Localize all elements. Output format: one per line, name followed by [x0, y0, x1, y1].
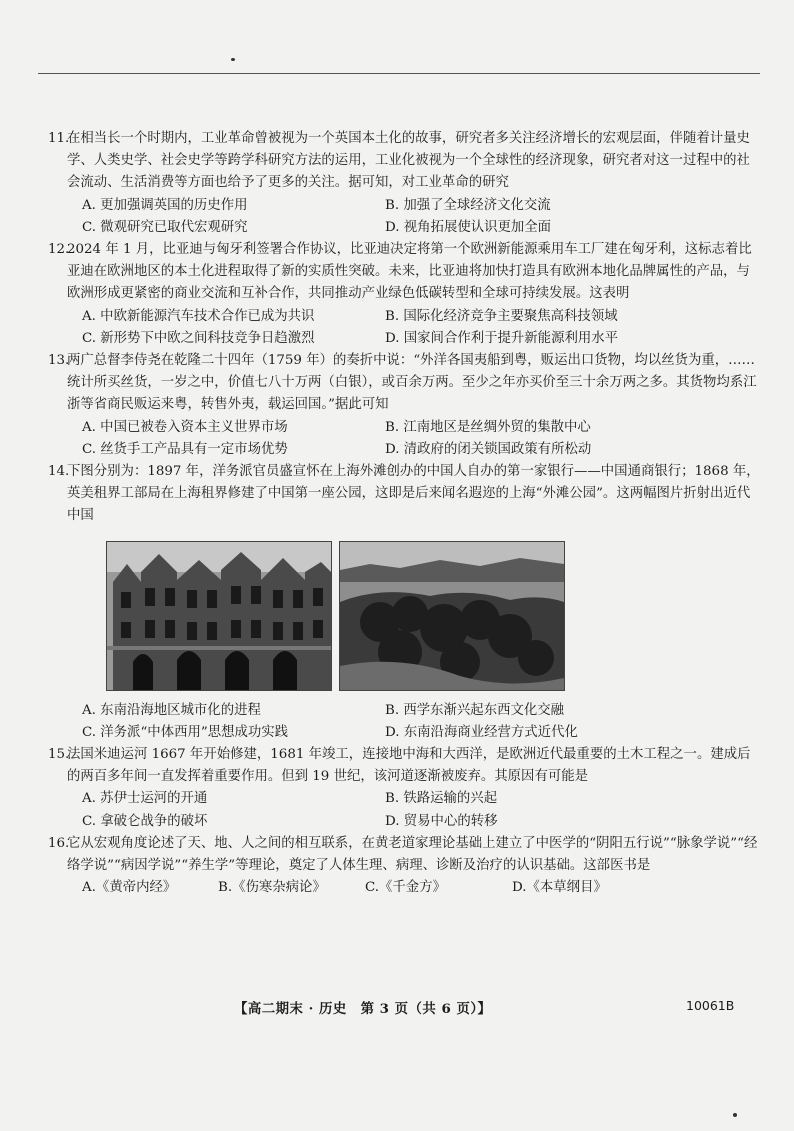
question-14 [48, 461, 760, 744]
scan-speck [231, 58, 235, 61]
question-15 [48, 744, 760, 833]
option-c[interactable]: C. 新形势下中欧之间科技竞争日趋激烈 [82, 330, 315, 346]
question-13 [48, 350, 760, 461]
question-text: 它从宏观角度论述了天、地、人之间的相互联系，在黄老道家理论基础上建立了中医学的“阴阳五行说”“脉象学说”“经络学说”“病因学说”“养生学”等理论，奠定了人体生理、病理、诊断及治疗的认识基础。这部医书是 [67, 835, 758, 874]
question-text: 2024 年 1 月，比亚迪与匈牙利签署合作协议，比亚迪决定将第一个欧洲新能源乘用车工厂建在匈牙利，这标志着比亚迪在欧洲地区的本土化进程取得了新的实质性突破。未来，比亚迪将加快打造具有欧洲本地化品牌属性的产品，与欧洲形成更紧密的商业交流和互补合作，共同推动产业绿色低碳转型和全球可持续发展。这表明 [67, 242, 752, 302]
option-c[interactable]: C. 丝货手工产品具有一定市场优势 [82, 441, 288, 457]
question-text: 下图分别为：1897 年，洋务派官员盛宣怀在上海外滩创办的中国人自办的第一家银行——中国通商银行；1868 年，英美租界工部局在上海租界修建了中国第一座公园，这即是后来闻名遐迩的上海“外滩公园”。这两幅图片折射出近代中国 [67, 464, 760, 524]
option-d[interactable]: D. 国家间合作利于提升新能源利用水平 [385, 330, 619, 346]
question-11 [48, 128, 760, 239]
footer-page-info: 【高二期末 · 历史 第 3 页（共 6 页）】 [234, 1001, 492, 1017]
question-number: 14. [48, 464, 70, 480]
option-b[interactable]: B. 江南地区是丝绸外贸的集散中心 [385, 419, 591, 435]
option-b[interactable]: B. 铁路运输的兴起 [385, 791, 498, 807]
question-stem [48, 744, 760, 788]
option-a[interactable]: A. 中国已被卷入资本主义世界市场 [82, 419, 288, 435]
option-a[interactable]: A. 中欧新能源汽车技术合作已成为共识 [82, 308, 315, 324]
option-a[interactable]: A. 更加强调英国的历史作用 [82, 197, 248, 213]
option-d[interactable]: D.《本草纲目》 [512, 880, 607, 896]
option-c[interactable]: C. 微观研究已取代宏观研究 [82, 219, 248, 235]
option-list [48, 306, 760, 350]
option-d[interactable]: D. 视角拓展使认识更加全面 [385, 219, 552, 235]
page-footer [0, 998, 794, 1020]
question-text: 两广总督李侍尧在乾隆二十四年（1759 年）的奏折中说：“外洋各国夷船到粤，贩运出口货物，均以丝货为重，……统计所买丝货，一岁之中，价值七八十万两（白银），或百余万两。至少之年亦买价至三十余万两之多。其货物均系江浙等省商民贩运来粤，转售外夷，载运回国。”据此可知 [67, 353, 757, 413]
option-d[interactable]: D. 东南沿海商业经营方式近代化 [385, 724, 578, 740]
bank-building-photo [106, 541, 332, 691]
question-number: 13. [48, 353, 70, 369]
question-16 [48, 833, 760, 900]
option-b[interactable]: B. 西学东渐兴起东西文化交融 [385, 702, 565, 718]
option-c[interactable]: C. 洋务派“中体西用”思想成功实践 [82, 724, 289, 740]
option-list [48, 195, 760, 239]
option-list [48, 417, 760, 461]
option-list [48, 700, 760, 744]
question-stem [48, 239, 760, 306]
option-d[interactable]: D. 贸易中心的转移 [385, 813, 498, 829]
question-number: 16. [48, 835, 70, 851]
option-b[interactable]: B. 国际化经济竞争主要聚焦高科技领域 [385, 308, 618, 324]
question-stem [48, 350, 760, 417]
option-b[interactable]: B. 加强了全球经济文化交流 [385, 197, 551, 213]
option-list [48, 788, 760, 832]
exam-page [48, 128, 760, 899]
question-stem [48, 461, 760, 528]
question-number: 15. [48, 747, 70, 763]
question-12 [48, 239, 760, 350]
option-c[interactable]: C. 拿破仑战争的破坏 [82, 813, 208, 829]
question-stem [48, 833, 760, 877]
option-b[interactable]: B.《伤寒杂病论》 [218, 880, 326, 896]
option-a[interactable]: A. 东南沿海地区城市化的进程 [82, 702, 261, 718]
question-number: 12. [48, 242, 70, 258]
option-c[interactable]: C.《千金方》 [365, 880, 446, 896]
scan-speck [733, 1113, 737, 1117]
question-text: 法国米迪运河 1667 年开始修建，1681 年竣工，连接地中海和大西洋，是欧洲近代最重要的土木工程之一。建成后的两百多年间一直发挥着重要作用。但到 19 世纪，该河道逐渐被废弃。其原因有可能是 [67, 747, 751, 785]
question-stem [48, 128, 760, 195]
option-list [48, 877, 760, 899]
footer-code: 10061B [686, 998, 735, 1013]
option-a[interactable]: A.《黄帝内经》 [82, 880, 177, 896]
top-rule [38, 73, 760, 74]
photo-row [106, 541, 760, 691]
question-text: 在相当长一个时期内，工业革命曾被视为一个英国本土化的故事，研究者多关注经济增长的宏观层面，伴随着计量史学、人类史学、社会史学等跨学科研究方法的运用，工业化被视为一个全球性的经济现象，研究者对这一过程中的社会流动、生活消费等方面也给予了更多的关注。据可知，对工业革命的研究 [67, 131, 750, 191]
bund-park-photo [339, 541, 565, 691]
question-number: 11. [48, 131, 70, 146]
option-d[interactable]: D. 清政府的闭关锁国政策有所松动 [385, 441, 592, 457]
option-a[interactable]: A. 苏伊士运河的开通 [82, 791, 208, 807]
